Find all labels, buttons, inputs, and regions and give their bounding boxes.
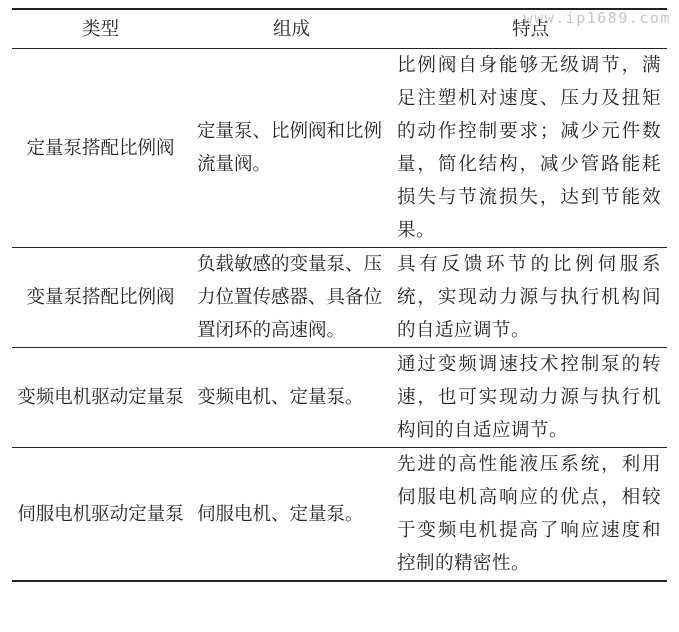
header-composition: 组成	[272, 18, 310, 40]
header-row	[12, 9, 667, 49]
cell-features: 通过变频调速技术控制泵的转速，也可实现动力源与执行机构间的自适应调节。	[397, 354, 661, 441]
watermark-text: www.ip1689.com	[523, 9, 671, 27]
cell-features: 具有反馈环节的比例伺服系统，实现动力源与执行机构间的自适应调节。	[397, 254, 661, 341]
comparison-table	[12, 8, 667, 582]
cell-composition: 伺服电机、定量泵。	[197, 503, 364, 525]
cell-type: 定量泵搭配比例阀	[26, 137, 175, 159]
cell-composition: 负载敏感的变量泵、压力位置传感器、具备位置闭环的高速阀。	[197, 254, 383, 341]
table-row	[12, 348, 667, 448]
cell-type: 伺服电机驱动定量泵	[17, 503, 184, 525]
cell-composition: 定量泵、比例阀和比例流量阀。	[197, 121, 383, 175]
table-row	[12, 448, 667, 582]
cell-type: 变频电机驱动定量泵	[17, 387, 184, 408]
cell-features: 比例阀自身能够无级调节，满足注塑机对速度、压力及扭矩的动作控制要求；减少元件数量，简化结构，减少管路能耗损失与节流损失，达到节能效果。	[397, 55, 661, 241]
header-type: 类型	[81, 18, 119, 40]
header-features: 特点	[511, 18, 549, 40]
cell-features: 先进的高性能液压系统，利用伺服电机高响应的优点，相较于变频电机提高了响应速度和控制的精密性。	[397, 454, 661, 574]
table-row	[12, 49, 667, 248]
cell-composition: 变频电机、定量泵。	[197, 387, 364, 408]
table-row	[12, 248, 667, 348]
cell-type: 变量泵搭配比例阀	[26, 287, 175, 308]
